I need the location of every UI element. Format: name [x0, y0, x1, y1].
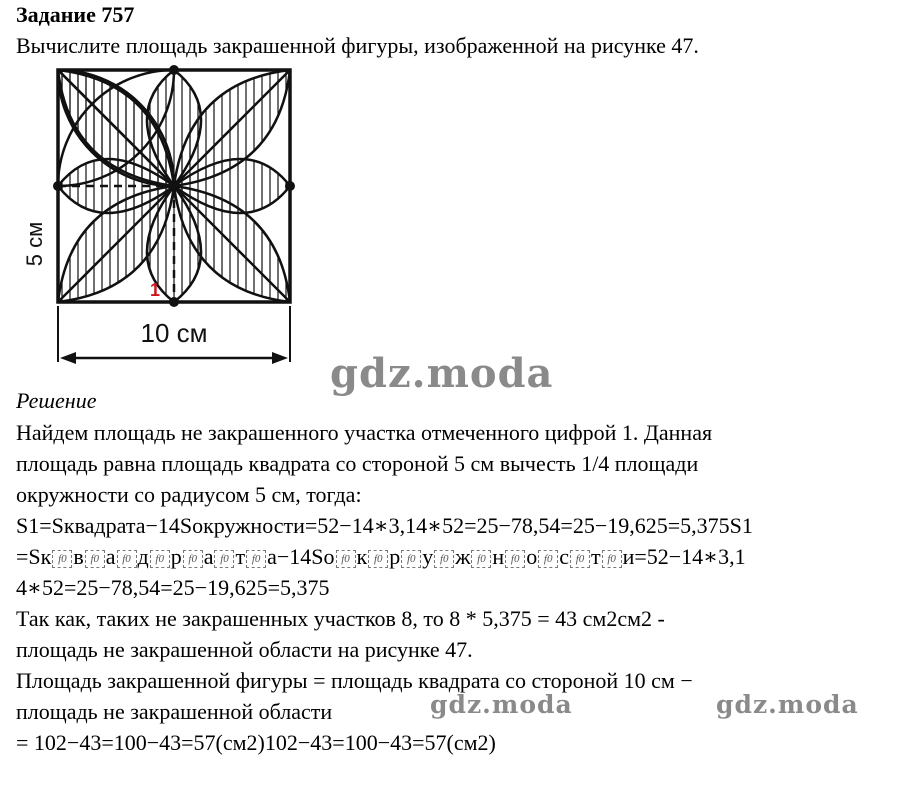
missing-glyph-box: f0 — [336, 550, 356, 568]
garbled-letter: о — [526, 544, 538, 569]
garbled-letter: а — [203, 544, 214, 569]
missing-glyph-box: f0 — [183, 550, 203, 568]
region-one-label: 1 — [150, 280, 161, 300]
side-dimension-label: 5 см — [22, 221, 47, 267]
missing-glyph-box: f0 — [602, 550, 622, 568]
solution-line: окружности со радиусом 5 см, тогда: — [16, 482, 362, 507]
garbled-letter: а — [105, 544, 116, 569]
garbled-letter: ж — [455, 544, 471, 569]
garbled-letter: р — [170, 544, 182, 569]
solution-line: = 102−43=100−43=57(см2)102−43=100−43=57(см2) — [16, 730, 496, 755]
missing-glyph-box: f0 — [471, 550, 491, 568]
solution-line: Так как, таких не закрашенных участков 8, то 8 * 5,375 = 43 см2см2 - — [16, 606, 665, 631]
watermark: gdz.moda — [716, 690, 859, 719]
garbled-letter: н — [492, 544, 505, 569]
garbled-letter: д — [137, 544, 149, 569]
garbled-letter: т — [590, 544, 601, 569]
solution-heading: Решение — [16, 388, 97, 413]
garbled-letter: т — [235, 544, 246, 569]
solution-line: S1=Sквадрата−14Sокружности=52−14∗3,14∗52=25−78,54=25−19,625=5,375S1 — [16, 513, 753, 538]
missing-glyph-box: f0 — [434, 550, 454, 568]
watermark: gdz.moda — [330, 350, 554, 397]
missing-glyph-box: f0 — [246, 550, 266, 568]
task-title: Задание 757 — [16, 2, 135, 27]
figure-47 — [10, 62, 310, 374]
solution-line: площадь не закрашенной области на рисунке 47. — [16, 637, 473, 662]
watermark: gdz.moda — [430, 690, 573, 719]
garbled-formula-line — [16, 544, 746, 570]
missing-glyph-box: f0 — [214, 550, 234, 568]
garbled-letter: р — [389, 544, 401, 569]
missing-glyph-box: f0 — [52, 550, 72, 568]
task-statement: Вычислите площадь закрашенной фигуры, изображенной на рисунке 47. — [16, 33, 699, 58]
missing-glyph-box: f0 — [401, 550, 421, 568]
garbled-letter: к — [356, 544, 368, 569]
garbled-end: и=52−14∗3,1 — [622, 544, 746, 569]
missing-glyph-box: f0 — [368, 550, 388, 568]
garbled-letter: с — [559, 544, 569, 569]
solution-line: 4∗52=25−78,54=25−19,625=5,375 — [16, 575, 330, 600]
missing-glyph-box: f0 — [505, 550, 525, 568]
bottom-dimension-label: 10 см — [140, 318, 208, 348]
solution-line: Найдем площадь не закрашенного участка отмеченного цифрой 1. Данная — [16, 420, 713, 445]
garbled-middle: а−14So — [267, 544, 335, 569]
missing-glyph-box: f0 — [117, 550, 137, 568]
missing-glyph-box: f0 — [538, 550, 558, 568]
solution-line: Площадь закрашенной фигуры = площадь квадрата со стороной 10 см − — [16, 668, 693, 693]
solution-line: площадь не закрашенной области — [16, 699, 333, 724]
solution-line: площадь равна площадь квадрата со стороной 5 см вычесть 1/4 площади — [16, 451, 699, 476]
garbled-start: =Sк — [16, 544, 52, 569]
missing-glyph-box: f0 — [85, 550, 105, 568]
missing-glyph-box: f0 — [570, 550, 590, 568]
garbled-letter: в — [73, 544, 84, 569]
missing-glyph-box: f0 — [150, 550, 170, 568]
garbled-letter: у — [422, 544, 434, 569]
